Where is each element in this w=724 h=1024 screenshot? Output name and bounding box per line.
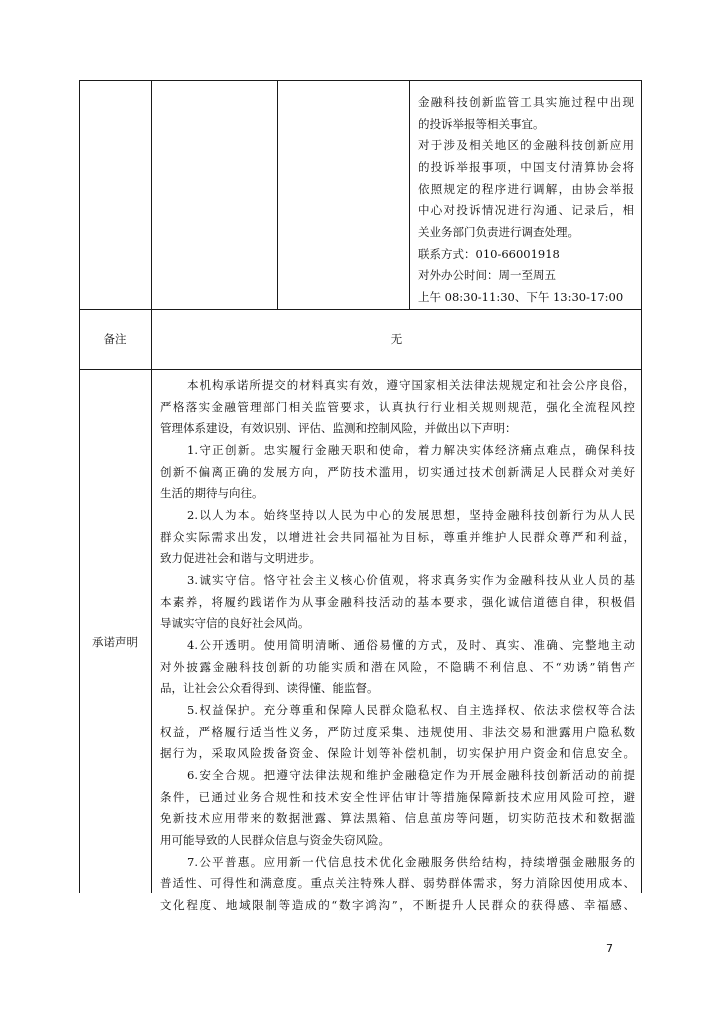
row-divider [79, 369, 642, 370]
contact-text-line: 的投诉举报事项，中国支付清算协会将 [418, 160, 634, 174]
table-right-border [641, 80, 642, 893]
row-divider [79, 309, 642, 310]
contact-text-line: 中心对投诉情况进行沟通、记录后，相 [418, 203, 634, 217]
commitment-line: 本素养，将履约践诺作为从事金融科技活动的基本要求，强化诚信道德自律，积极倡 [160, 595, 635, 609]
commitment-line: 群众实际需求出发，以增进社会共同福祉为目标，尊重并维护人民群众尊严和利益， [160, 530, 635, 544]
commitment-line: 5.权益保护。充分尊重和保障人民群众隐私权、自主选择权、依法求偿权等合法 [187, 703, 635, 717]
commitment-line: 用可能导致的人民群众信息与资金失窃风险。 [160, 833, 390, 847]
commitment-line: 7.公平普惠。应用新一代信息技术优化金融服务供给结构，持续增强金融服务的 [187, 855, 635, 869]
document-table [79, 80, 642, 912]
commitment-line: 本机构承诺所提交的材料真实有效，遵守国家相关法律法规规定和社会公序良俗， [187, 378, 635, 392]
commitment-line: 创新不偏离正确的发展方向，严防技术滥用，切实通过技术创新满足人民群众对美好 [160, 465, 635, 479]
commitment-line: 严格落实金融管理部门相关监管要求，认真执行行业相关规则规范，强化全流程风控 [160, 400, 635, 414]
commitment-line: 导诚实守信的良好社会风尚。 [160, 616, 310, 630]
commitment-line: 对外披露金融科技创新的功能实质和潜在风险，不隐瞒不利信息、不“劝诱”销售产 [160, 660, 635, 674]
contact-office-hours: 上午 08:30-11:30、下午 13:30-17:00 [418, 290, 624, 304]
remarks-value: 无 [390, 332, 403, 346]
contact-office-days: 对外办公时间：周一至周五 [418, 268, 556, 282]
contact-text-line: 对于涉及相关地区的金融科技创新应用 [418, 138, 634, 152]
commitment-line: 6.安全合规。把遵守法律法规和维护金融稳定作为开展金融科技创新活动的前提 [187, 768, 635, 782]
commitment-line: 致力促进社会和谐与文明进步。 [160, 551, 321, 565]
table-top-border [79, 80, 642, 81]
column-divider [409, 80, 410, 309]
contact-text-line: 的投诉举报等相关事宜。 [418, 117, 545, 131]
commitment-line: 生活的期待与向往。 [160, 486, 264, 500]
contact-phone: 联系方式：010-66001918 [418, 247, 560, 261]
commitment-line: 1.守正创新。忠实履行金融天职和使命，着力解决实体经济痛点难点，确保科技 [187, 443, 635, 457]
contact-text-line: 依照规定的程序进行调解，由协会举报 [418, 182, 634, 196]
commitment-line: 品，让社会公众看得到、读得懂、能监督。 [160, 681, 379, 695]
commitment-line: 管理体系建设，有效识别、评估、监测和控制风险，并做出以下声明： [160, 421, 517, 435]
commitment-line: 3.诚实守信。恪守社会主义核心价值观，将求真务实作为金融科技从业人员的基 [187, 573, 635, 587]
commitment-line: 权益，严格履行适当性义务，严防过度采集、违规使用、非法交易和泄露用户隐私数 [160, 725, 635, 739]
contact-text-line: 关业务部门负责进行调查处理。 [418, 225, 579, 239]
commitment-label: 承诺声明 [92, 635, 138, 649]
commitment-line: 免新技术应用带来的数据泄露、算法黑箱、信息茧房等问题，切实防范技术和数据滥 [160, 811, 635, 825]
table-left-border [79, 80, 80, 893]
commitment-line: 据行为，采取风险拨备资金、保险计划等补偿机制，切实保护用户资金和信息安全。 [160, 746, 635, 760]
contact-text-line: 金融科技创新监管工具实施过程中出现 [418, 95, 634, 109]
column-divider [277, 80, 278, 309]
commitment-line: 2.以人为本。始终坚持以人民为中心的发展思想，坚持金融科技创新行为从人民 [187, 508, 635, 522]
commitment-line: 文化程度、地域限制等造成的“数字鸿沟”，不断提升人民群众的获得感、幸福感、 [160, 898, 635, 912]
page-number: 7 [606, 942, 613, 955]
remarks-label: 备注 [103, 332, 127, 346]
commitment-line: 4.公开透明。使用简明清晰、通俗易懂的方式，及时、真实、准确、完整地主动 [187, 638, 635, 652]
commitment-line: 普适性、可得性和满意度。重点关注特殊人群、弱势群体需求，努力消除因使用成本、 [160, 876, 635, 890]
commitment-line: 条件，已通过业务合规性和技术安全性评估审计等措施保障新技术应用风险可控，避 [160, 790, 635, 804]
column-divider [151, 80, 152, 893]
